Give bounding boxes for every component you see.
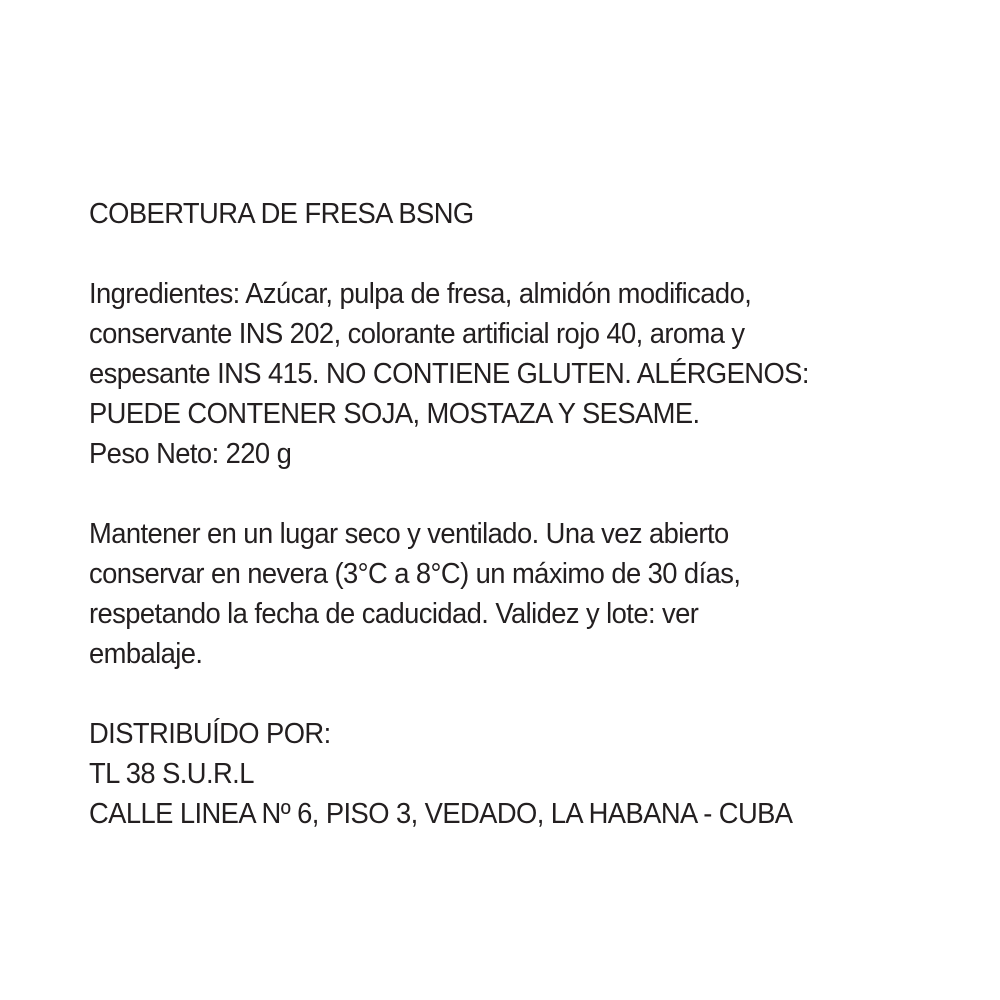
ingredients-line: conservante INS 202, colorante artificial rojo 40, aroma y xyxy=(89,318,745,350)
ingredients-line: Ingredientes: Azúcar, pulpa de fresa, almidón modificado, xyxy=(89,278,752,310)
distributor-company: TL 38 S.U.R.L xyxy=(89,758,254,790)
storage-line: Mantener en un lugar seco y ventilado. Una vez abierto xyxy=(89,518,729,550)
distributor-address: CALLE LINEA Nº 6, PISO 3, VEDADO, LA HABANA - CUBA xyxy=(89,798,793,830)
spacer xyxy=(89,674,934,714)
net-weight: Peso Neto: 220 g xyxy=(89,438,292,470)
storage-line: embalaje. xyxy=(89,638,203,670)
ingredients-line: PUEDE CONTENER SOJA, MOSTAZA Y SESAME. xyxy=(89,398,700,430)
ingredients-line: espesante INS 415. NO CONTIENE GLUTEN. ALÉRGENOS: xyxy=(89,358,809,390)
spacer xyxy=(89,474,934,514)
storage-line: conservar en nevera (3°C a 8°C) un máximo de 30 días, xyxy=(89,558,741,590)
ingredients-block xyxy=(89,274,934,474)
storage-line: respetando la fecha de caducidad. Validez y lote: ver xyxy=(89,598,699,630)
distributor-heading: DISTRIBUÍDO POR: xyxy=(89,718,331,750)
spacer xyxy=(89,234,934,274)
product-label xyxy=(89,194,934,834)
product-title: COBERTURA DE FRESA BSNG xyxy=(89,198,474,230)
storage-block xyxy=(89,514,934,674)
distributor-block xyxy=(89,714,934,834)
